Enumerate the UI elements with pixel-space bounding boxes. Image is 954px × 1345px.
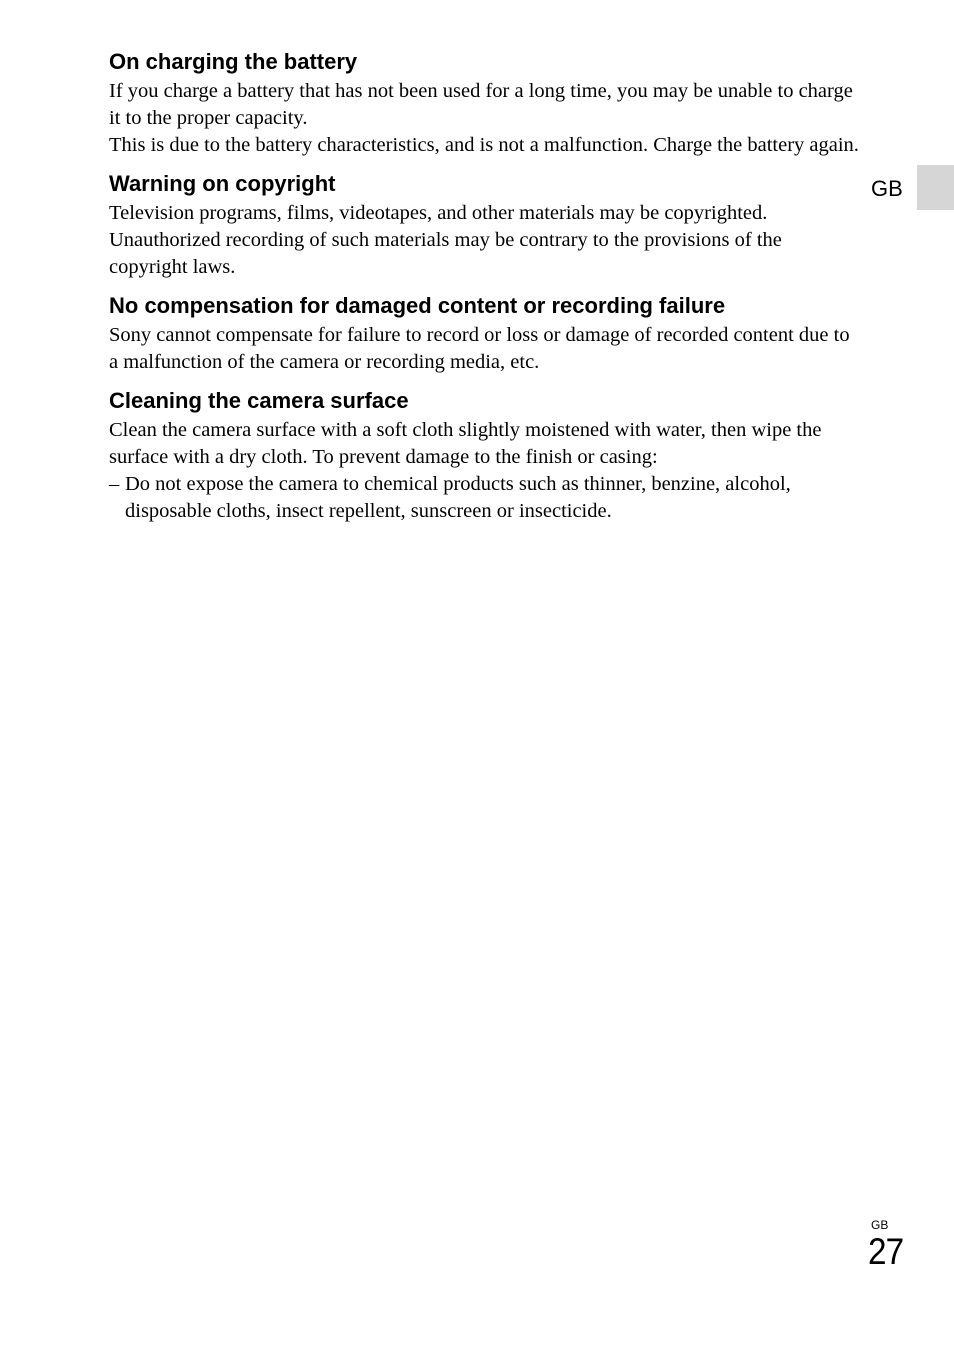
section-body xyxy=(109,322,861,376)
paragraph: Television programs, films, videotapes, and other materials may be copyrighted. Unauthorized recording of such materials may be contrary to the provisions of the copyright laws. xyxy=(109,202,782,278)
paragraph: This is due to the battery characteristics, and is not a malfunction. Charge the battery again. xyxy=(109,134,859,156)
page-number: 27 xyxy=(868,1231,904,1272)
page-language: GB xyxy=(871,1218,889,1232)
dash-marker: – xyxy=(109,473,120,495)
page-footer xyxy=(868,1218,918,1270)
paragraph: If you charge a battery that has not been used for a long time, you may be unable to charge it to the proper capacity. xyxy=(109,80,853,129)
section-body xyxy=(109,417,861,525)
section-no-compensation xyxy=(109,292,861,376)
language-tab-label: GB xyxy=(871,176,903,201)
document-body xyxy=(109,48,861,525)
section-body xyxy=(109,78,861,159)
paragraph: Sony cannot compensate for failure to record or loss or damage of recorded content due to a malfunction of the camera or recording media, etc. xyxy=(109,324,850,373)
section-body xyxy=(109,200,861,281)
language-tab-marker xyxy=(917,165,954,210)
dash-list-item xyxy=(109,471,861,525)
section-cleaning-camera xyxy=(109,387,861,525)
dash-item-text: Do not expose the camera to chemical products such as thinner, benzine, alcohol, disposable cloths, insect repellent, sunscreen or insecticide. xyxy=(125,473,791,522)
section-heading: No compensation for damaged content or recording failure xyxy=(109,293,726,318)
section-heading: Warning on copyright xyxy=(109,171,336,196)
section-heading: On charging the battery xyxy=(109,49,358,74)
section-heading: Cleaning the camera surface xyxy=(109,388,409,413)
section-copyright-warning xyxy=(109,170,861,281)
paragraph: Clean the camera surface with a soft cloth slightly moistened with water, then wipe the surface with a dry cloth. To prevent damage to the finish or casing: xyxy=(109,419,822,468)
section-charging-battery xyxy=(109,48,861,159)
